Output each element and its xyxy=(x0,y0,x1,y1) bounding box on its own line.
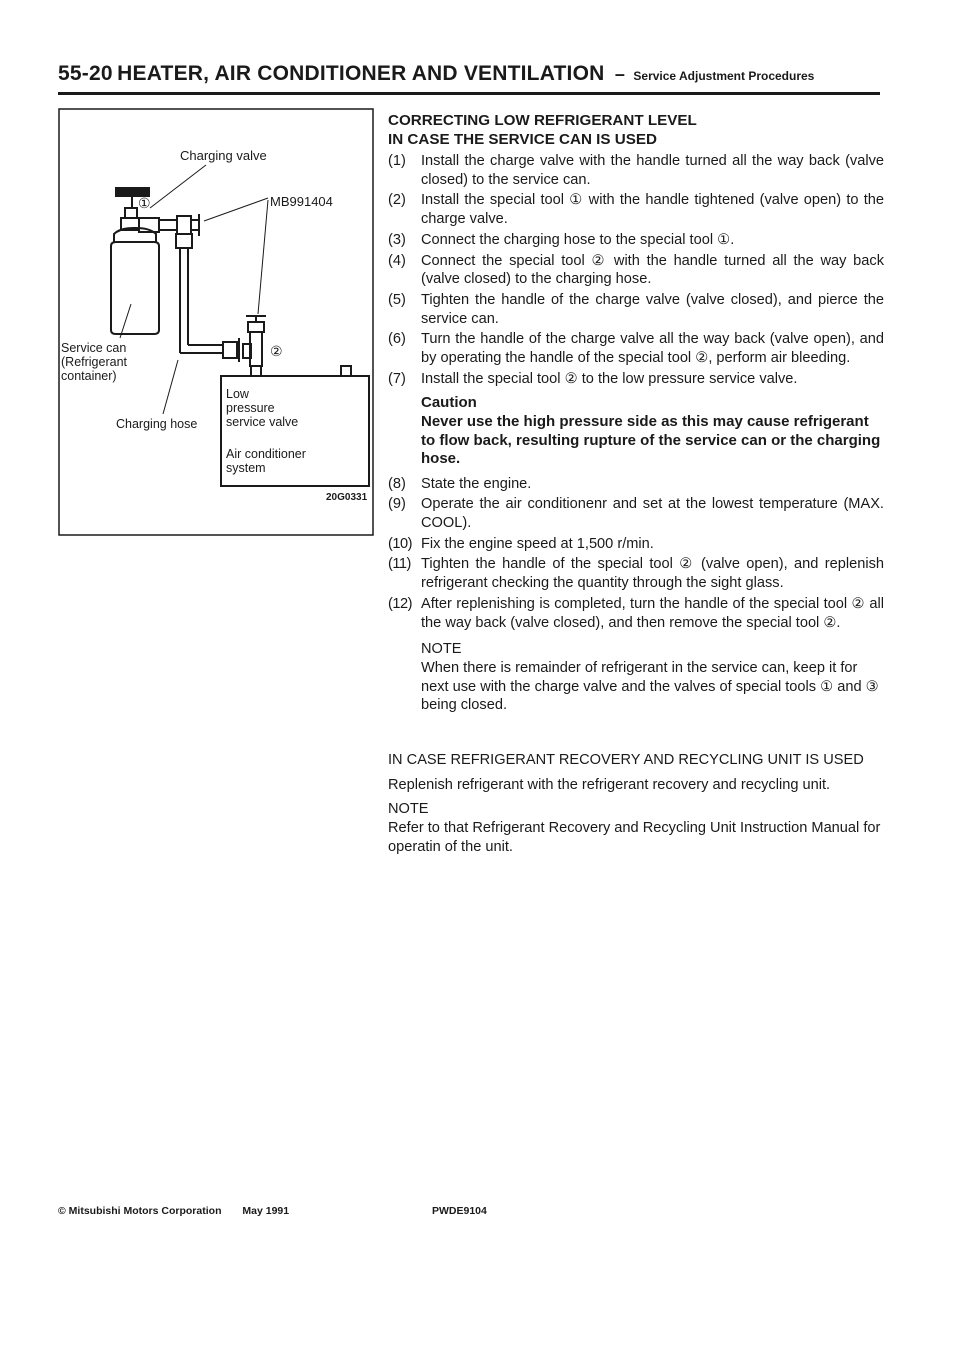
step-item: (4) Connect the special tool ② with the handle turned all the way back (valve closed) to the charging hose. xyxy=(388,252,884,288)
label-circle-2: ② xyxy=(270,343,283,359)
label-system: system xyxy=(226,461,266,475)
label-pressure: pressure xyxy=(226,401,275,415)
header-rule xyxy=(58,92,880,95)
step-item: (2) Install the special tool ① with the handle tightened (valve open) to the charge valve. xyxy=(388,192,884,228)
document-code: PWDE9104 xyxy=(432,1205,487,1217)
section-title: HEATER, AIR CONDITIONER AND VENTILATION xyxy=(117,62,605,85)
note-title: NOTE xyxy=(388,801,429,818)
step-item: (6) Turn the handle of the charge valve all the way back (valve open), and by operating the handle of the special tool ②, perform air bleeding. xyxy=(388,331,884,367)
caution-block xyxy=(388,394,884,468)
label-low: Low xyxy=(226,387,249,401)
label-charging-valve: Charging valve xyxy=(180,148,267,163)
page-footer xyxy=(58,1205,289,1217)
step-item: (12) After replenishing is completed, turn the handle of the special tool ② all the way back (valve closed), and then remove the special tool ②. xyxy=(388,595,884,631)
page-number: 55-20 xyxy=(58,62,113,85)
section-heading-line-2: IN CASE THE SERVICE CAN IS USED xyxy=(388,130,657,148)
recovery-unit-section xyxy=(388,751,884,857)
step-item: (8) State the engine. xyxy=(388,475,532,492)
figure-frame xyxy=(59,109,373,535)
caution-text: Never use the high pressure side as this may cause refrigerant to flow back, resulting rupture of the service can or the charging hose. xyxy=(421,413,881,468)
step-item: (3) Connect the charging hose to the special tool ①. xyxy=(388,231,735,248)
label-service-valve: service valve xyxy=(226,415,299,429)
label-container: container) xyxy=(61,369,117,383)
label-circle-1: ① xyxy=(138,195,151,211)
step-item: (7) Install the special tool ② to the low pressure service valve. xyxy=(388,370,798,387)
charging-diagram xyxy=(58,108,374,536)
header-dash: – xyxy=(614,64,625,84)
recovery-section-title: IN CASE REFRIGERANT RECOVERY AND RECYCLING UNIT IS USED xyxy=(388,752,864,769)
step-item: (11) Tighten the handle of the special tool ② (valve open), and replenish refrigerant checking the quantity through the sight glass. xyxy=(388,556,884,592)
step-item: (9) Operate the air conditionenr and set at the lowest temperature (MAX. COOL). xyxy=(388,496,884,532)
special-tool-1-icon xyxy=(139,214,199,236)
copyright: © Mitsubishi Motors Corporation xyxy=(58,1205,222,1217)
recovery-section-text: Replenish refrigerant with the refrigerant recovery and recycling unit. xyxy=(388,776,831,793)
label-charging-hose: Charging hose xyxy=(116,417,198,431)
note-block-1 xyxy=(388,640,884,715)
charging-hose-line xyxy=(176,234,223,353)
caution-title: Caution xyxy=(421,394,477,412)
special-tool-2-icon xyxy=(223,316,351,376)
note-text: Refer to that Refrigerant Recovery and Recycling Unit Instruction Manual for operatin of the unit. xyxy=(388,820,881,855)
page-header xyxy=(58,62,880,86)
label-part-number: MB991404 xyxy=(270,194,333,209)
step-item: (1) Install the charge valve with the handle turned all the way back (valve closed) to the service can. xyxy=(388,153,884,188)
main-content xyxy=(388,112,884,857)
note-text: When there is remainder of refrigerant in the service can, keep it for next use with the charge valve and the valves of special tools ① and ③ being closed. xyxy=(421,659,879,714)
procedure-steps-b xyxy=(388,475,884,633)
step-item: (10) Fix the engine speed at 1,500 r/min. xyxy=(388,535,654,552)
section-heading-line-1: CORRECTING LOW REFRIGERANT LEVEL xyxy=(388,112,697,129)
label-service-can: Service can xyxy=(61,341,127,355)
label-air-conditioner: Air conditioner xyxy=(226,447,306,461)
step-item: (5) Tighten the handle of the charge valve (valve closed), and pierce the service can. xyxy=(388,291,884,327)
note-title: NOTE xyxy=(421,641,462,658)
figure-code: 20G0331 xyxy=(326,492,368,503)
label-refrigerant: (Refrigerant xyxy=(61,355,127,369)
procedure-steps-a xyxy=(388,152,884,388)
section-subtitle: Service Adjustment Procedures xyxy=(633,69,815,83)
publication-date: May 1991 xyxy=(242,1205,290,1217)
service-can-icon xyxy=(111,228,159,334)
